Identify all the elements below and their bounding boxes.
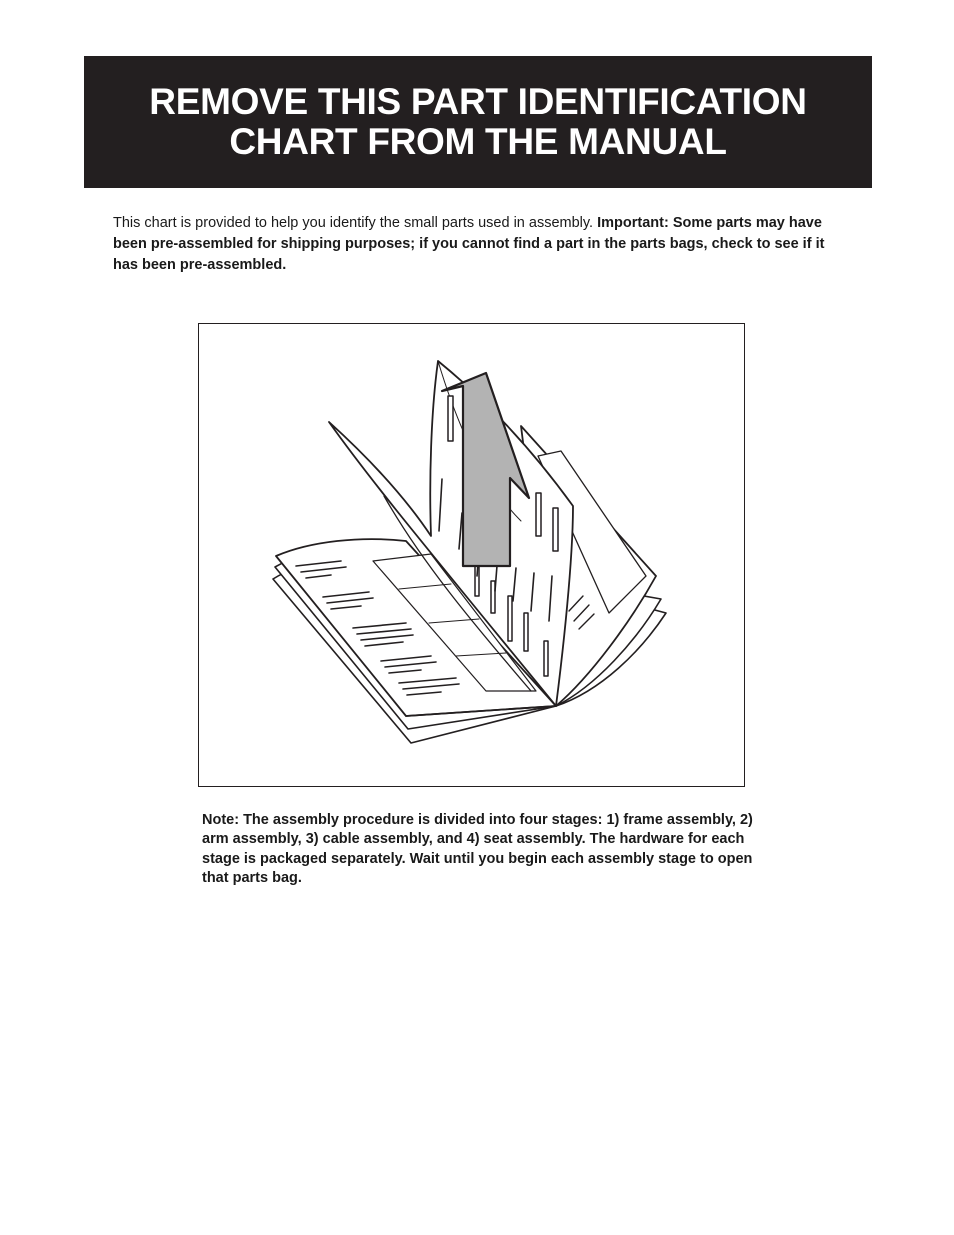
intro-paragraph: [113, 213, 848, 276]
title-banner: [84, 56, 872, 188]
banner-title-line-1: REMOVE THIS PART IDENTIFICATION: [149, 81, 807, 122]
intro-important-text: Important: Some parts may have been pre-assembled for shipping purposes; if you cannot find a part in the parts bags, check to see if it has been pre-assembled.: [113, 215, 825, 273]
assembly-note: Note: The assembly procedure is divided into four stages: 1) frame assembly, 2) arm assembly, 3) cable assembly, and 4) seat assembly. The hardware for each stage is packaged separately. Wait until you begin each assembly stage to open that parts bag.: [202, 812, 753, 886]
banner-title-line-2: CHART FROM THE MANUAL: [229, 121, 727, 162]
manual-illustration-frame: [198, 323, 745, 787]
manual-tear-out-icon: [199, 324, 744, 786]
intro-text: This chart is provided to help you identify the small parts used in assembly.: [113, 215, 594, 231]
